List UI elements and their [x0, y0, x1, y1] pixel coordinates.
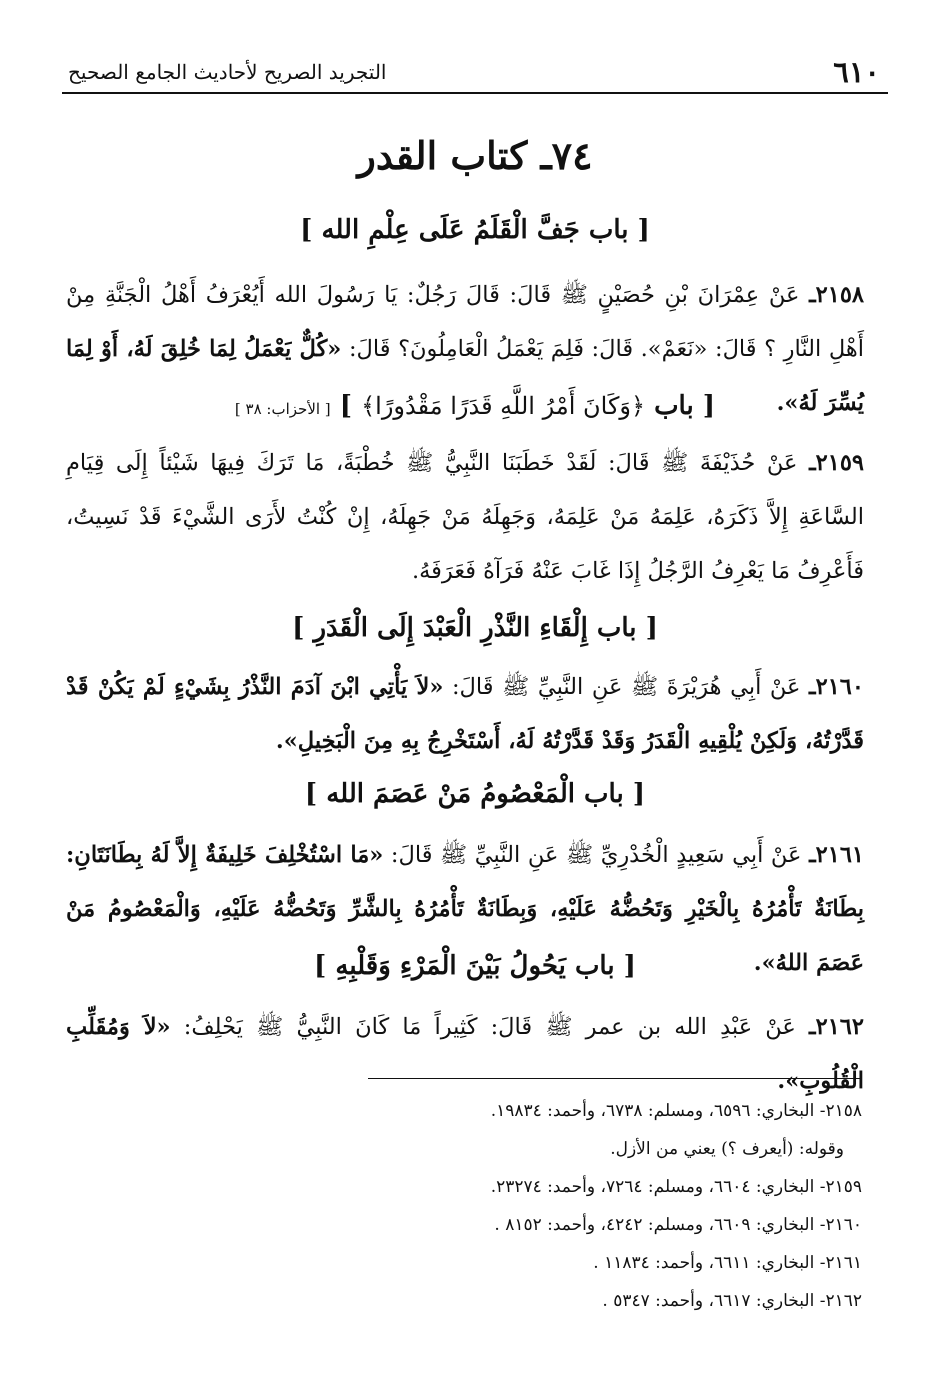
footnote-2160: ٢١٦٠- البخاري: ٦٦٠٩، ومسلم: ٤٢٤٢، وأحمد: ٨١٥٢ .: [494, 1215, 862, 1235]
running-header: [62, 52, 888, 94]
hadith-isnad: عَنْ عَبْدِ الله بن عمر ﷺ قَالَ: كَثِيراً مَا كَانَ النَّبِيُّ ﷺ يَحْلِفُ:: [183, 1014, 796, 1040]
bab-title: باب: [654, 391, 694, 421]
quran-ayah: ﴿وَكَانَ أَمْرُ اللَّهِ قَدَرًا مَقْدُورًا﴾: [361, 392, 646, 420]
hadith-isnad: عَنْ حُذَيْفَةَ ﷺ قَالَ: لَقَدْ خَطَبَنَا النَّبِيُّ ﷺ خُطْبَةً، مَا تَرَكَ فِيهَا شَيْئاً إِلَى قِيَامِ السَّاعَةِ إِلاَّ ذَكَرَهُ، عَلِمَهُ مَنْ عَلِمَهُ، وَجَهِلَهُ مَنْ جَهِلَهُ، إِنْ كُنْتُ لأَرَى الشَّيْءَ قَدْ نَسِيتُ، فَأَعْرِفُ مَا يَعْرِفُ الرَّجُلُ إِذَا غَابَ عَنْهُ فَرَآهُ فَعَرَفَهُ.: [66, 450, 864, 584]
footnotes: [342, 1092, 862, 1320]
hadith-matn: «لاَ وَمُقَلِّبِ الْقُلُوبِ».: [66, 1014, 864, 1094]
bab-title: باب يَحُولُ بَيْنَ الْمَرْءِ وَقَلْبِهِ: [335, 951, 615, 981]
hadith-isnad: عَنْ أَبِي سَعِيدٍ الْخُدْرِيِّ ﷺ عَنِ النَّبِيِّ ﷺ قَالَ:: [390, 842, 802, 868]
bab-heading-4: [ باب الْمَعْصُومُ مَنْ عَصَمَ الله ]: [304, 779, 646, 809]
hadith-isnad: عَنْ أَبِي هُرَيْرَةَ ﷺ عَنِ النَّبِيِّ ﷺ قَالَ:: [451, 674, 801, 700]
hadith-number: ٢١٦٢ـ: [809, 1014, 864, 1040]
footnote-2159: ٢١٥٩- البخاري: ٦٦٠٤، ومسلم: ٧٢٦٤، وأحمد: ٢٣٢٧٤.: [490, 1177, 862, 1197]
hadith-2159: [66, 436, 864, 598]
bab-title: باب جَفَّ الْقَلَمُ عَلَى عِلْمِ الله: [321, 215, 629, 245]
quran-reference: [ الأحزاب: ٣٨ ]: [234, 400, 331, 418]
hadith-2160: [66, 660, 864, 768]
hadith-isnad: عَنْ عِمْرَانَ بْنِ حُصَيْنٍ ﷺ قَالَ: قَالَ رَجُلٌ: يَا رَسُولَ الله أَيُعْرَفُ أَهْلُ الْجَنَّةِ مِنْ أَهْلِ النَّارِ ؟ قَالَ: «نَعَمْ». قَالَ: فَلِمَ يَعْمَلُ الْعَامِلُونَ؟ قَالَ:: [66, 282, 864, 362]
hadith-number: ٢١٦١ـ: [809, 842, 865, 868]
hadith-number: ٢١٥٨ـ: [809, 282, 864, 308]
bab-heading-3: [ باب إِلْقَاءِ النَّذْرِ الْعَبْدَ إِلَى الْقَدَرِ ]: [292, 613, 658, 643]
book-title: التجريد الصريح لأحاديث الجامع الصحيح: [68, 60, 387, 84]
bab-title: باب الْمَعْصُومُ مَنْ عَصَمَ الله: [326, 779, 624, 809]
page-number: ٦١٠: [833, 55, 880, 89]
chapter-title: ٧٤ـ كتاب القدر: [357, 133, 593, 178]
footnote-2162: ٢١٦٢- البخاري: ٦٦١٧، وأحمد: ٥٣٤٧ .: [602, 1291, 862, 1311]
hadith-matn: «كُلٌّ يَعْمَلُ لِمَا خُلِقَ لَهُ، أَوْ لِمَا يُسِّرَ لَهُ».: [66, 336, 864, 416]
bab-heading-5: [ باب يَحُولُ بَيْنَ الْمَرْءِ وَقَلْبِهِ ]: [314, 951, 636, 981]
hadith-number: ٢١٦٠ـ: [809, 674, 864, 700]
hadith-matn: «مَا اسْتُخْلِفَ خَلِيفَةٌ إِلاَّ لَهُ بِطَانَتَانِ: بِطَانَةٌ تَأْمُرُهُ بِالْخَيْرِ وَتَحُضُّهُ عَلَيْهِ، وَبِطَانَةٌ تَأْمُرُهُ بِالشَّرِّ وَتَحُضُّهُ عَلَيْهِ، وَالْمَعْصُومُ مَنْ عَصَمَ اللهُ».: [66, 842, 864, 976]
bab-heading-1: [ باب جَفَّ الْقَلَمُ عَلَى عِلْمِ الله ]: [300, 215, 650, 245]
footnote-note: وقوله: (أيعرف ؟) يعني من الأزل.: [610, 1139, 844, 1159]
bab-heading-2: [ باب ﴿وَكَانَ أَمْرُ اللَّهِ قَدَرًا مَقْدُورًا﴾ ] [ الأحزاب: ٣٨ ]: [234, 391, 716, 421]
hadith-matn: «لاَ يَأْتِي ابْنَ آدَمَ النَّذْرُ بِشَيْءٍ لَمْ يَكُنْ قَدْ قَدَّرْتُهُ، وَلَكِنْ يُلْقِيهِ الْقَدَرُ وَقَدْ قَدَّرْتُهُ لَهُ، أَسْتَخْرِجُ بِهِ مِنَ الْبَخِيلِ».: [66, 674, 864, 754]
footnote-divider: [368, 1078, 860, 1079]
footnote-2158: ٢١٥٨- البخاري: ٦٥٩٦، ومسلم: ٦٧٣٨، وأحمد: ١٩٨٣٤.: [490, 1101, 862, 1121]
bab-title: باب إِلْقَاءِ النَّذْرِ الْعَبْدَ إِلَى الْقَدَرِ: [313, 613, 637, 643]
footnote-2161: ٢١٦١- البخاري: ٦٦١١، وأحمد: ١١٨٣٤ .: [593, 1253, 862, 1273]
hadith-number: ٢١٥٩ـ: [809, 450, 865, 476]
